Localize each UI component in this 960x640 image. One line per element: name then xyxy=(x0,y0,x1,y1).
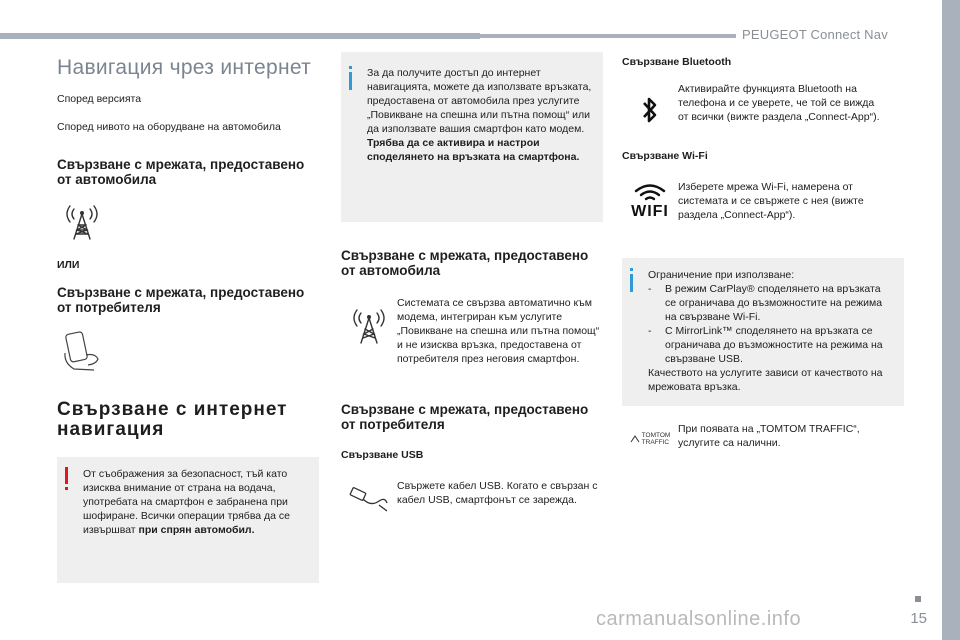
vehicle-network-heading: Свързване с мрежата, предоставено от автомобила xyxy=(57,157,305,187)
limitation-title: Ограничение при използване: xyxy=(648,269,795,281)
warning-bold-text: при спрян автомобил. xyxy=(138,524,255,536)
page-title: Навигация чрез интернет xyxy=(57,56,312,79)
tomtom-icon-line2: TRAFFIC xyxy=(641,439,670,446)
column-right xyxy=(622,52,904,450)
usb-cable-icon xyxy=(341,479,397,513)
brand-label: PEUGEOT Connect Nav xyxy=(742,27,888,42)
per-version-text: Според версията xyxy=(57,93,142,105)
warning-text: От съображения за безопасност, тъй като изисква внимание от страна на водача, употребата на смартфон е забранена при шофиране. Всички операции трябва да се извършват xyxy=(83,468,291,536)
usb-label: Свързване USB xyxy=(341,449,424,461)
column-left xyxy=(57,52,319,583)
limitation-box xyxy=(622,258,904,406)
wifi-icon xyxy=(622,180,678,221)
info-box xyxy=(341,52,603,222)
header-rule xyxy=(0,33,480,39)
wifi-label: Свързване Wi-Fi xyxy=(622,150,708,162)
or-separator: ИЛИ xyxy=(57,259,80,271)
bluetooth-icon xyxy=(622,82,678,124)
limitation-item: - В режим CarPlay® споделянето на връзката се ограничава до възможностите на режима на свързване Wi-Fi. xyxy=(648,283,883,323)
limitation-mark-icon xyxy=(630,268,633,271)
wifi-row xyxy=(622,180,904,222)
watermark: carmanualsonline.info xyxy=(596,608,802,630)
tomtom-text: При появата на „TOMTOM TRAFFIC“, услугите са налични. xyxy=(678,423,860,449)
page-number: 15 xyxy=(910,610,927,627)
phone-hand-icon xyxy=(62,331,319,376)
info-text: За да получите достъп до интернет навигацията, можете да използвате връзката, предоставена от автомобила през услугите „Повикване на спешна или пътна помощ“ или да използвате вашия смартфон като модем. xyxy=(367,67,592,135)
vehicle-network-row xyxy=(341,296,603,366)
antenna-icon-2 xyxy=(341,296,397,344)
warning-mark-icon xyxy=(65,467,68,484)
bluetooth-row xyxy=(622,82,904,124)
limitation-item: - С MirrorLink™ споделянето на връзката се ограничава до възможностите на режима на свързване USB. xyxy=(648,325,883,365)
per-equipment-text: Според нивото на оборудване на автомобила xyxy=(57,121,281,133)
user-network-heading: Свързване с мрежата, предоставено от потребителя xyxy=(57,285,305,315)
user-network-heading-2: Свързване с мрежата, предоставено от потребителя xyxy=(341,402,589,432)
bluetooth-label: Свързване Bluetooth xyxy=(622,56,732,68)
vehicle-network-text: Системата се свързва автоматично към модема, интегриран към услугите „Повикване на спешна или пътна помощ“ и не изисква връзка, предоставена от потребителя през неговия смартфон. xyxy=(397,297,600,365)
header-rule-thin xyxy=(480,34,736,38)
info-bold-text: Трябва да се активира и настрои споделянето на връзката на смартфона. xyxy=(367,137,580,163)
internet-navigation-heading: Свързване с интернет навигация xyxy=(57,399,288,440)
tomtom-traffic-icon xyxy=(622,422,678,446)
page-side-bar xyxy=(942,0,960,640)
limitation-footer: Качеството на услугите зависи от качеството на мрежовата връзка. xyxy=(648,367,883,393)
wifi-icon-text: WIFI xyxy=(631,203,669,220)
tomtom-icon-line1: TOMTOM xyxy=(641,432,671,439)
bluetooth-text: Активирайте функцията Bluetooth на телефона и се уверете, че той се вижда от всички (вижте раздела „Connect-App“). xyxy=(678,83,880,123)
page-marker-icon xyxy=(915,596,921,602)
tomtom-row xyxy=(622,422,904,450)
info-mark-icon xyxy=(349,66,352,69)
vehicle-network-heading-2: Свързване с мрежата, предоставено от автомобила xyxy=(341,248,589,278)
column-middle xyxy=(341,52,603,513)
antenna-icon xyxy=(64,200,319,245)
wifi-text: Изберете мрежа Wi-Fi, намерена от системата и се свържете с нея (вижте раздела „Connect-App“). xyxy=(678,181,864,221)
usb-row xyxy=(341,479,603,513)
usb-text: Свържете кабел USB. Когато е свързан с кабел USB, смартфонът се зарежда. xyxy=(397,480,598,506)
warning-box xyxy=(57,457,319,583)
